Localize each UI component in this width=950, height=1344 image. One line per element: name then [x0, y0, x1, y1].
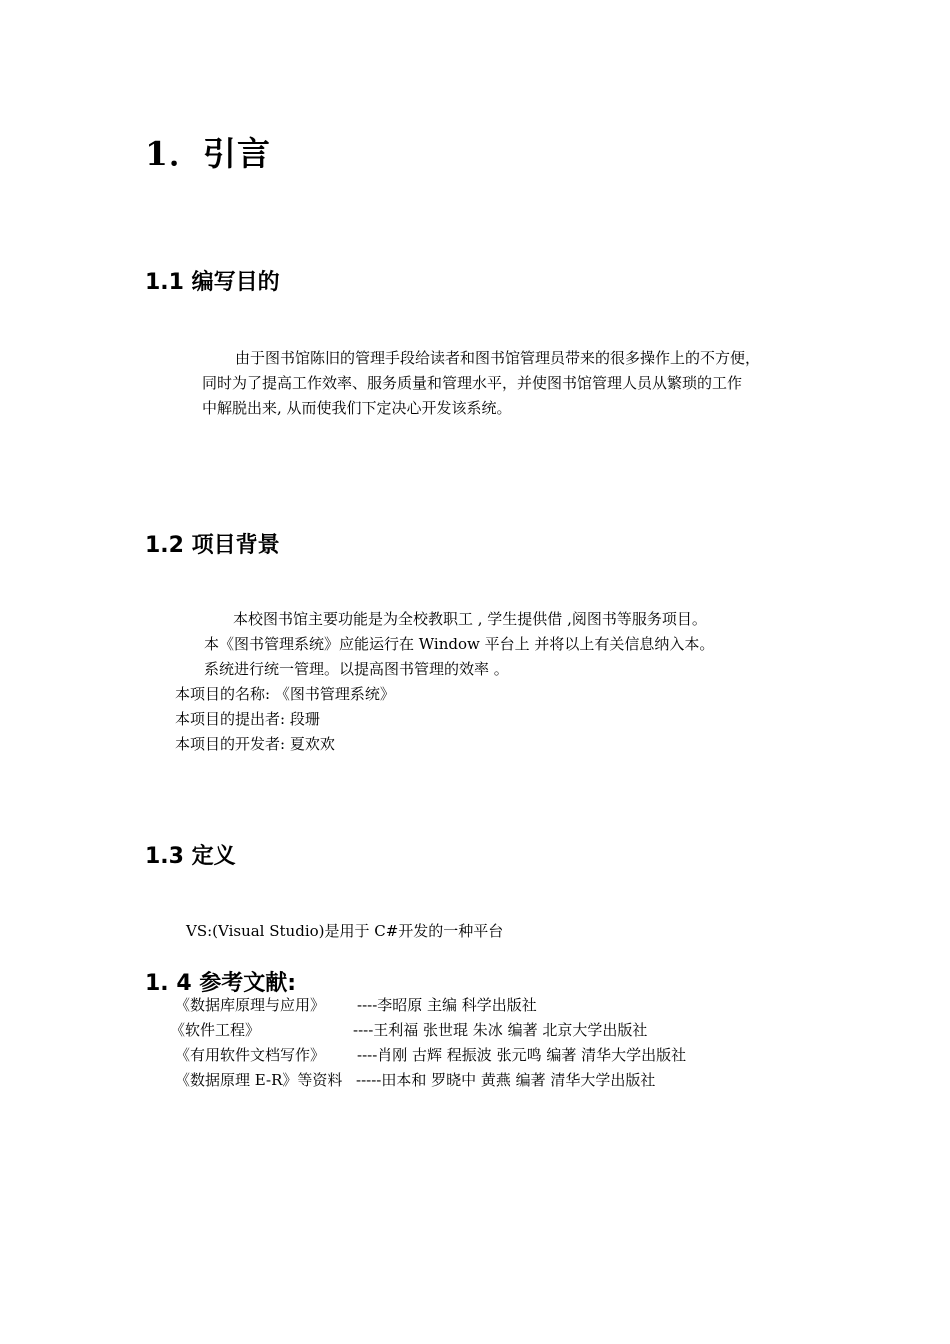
- purpose-line-1: 由于图书馆陈旧的管理手段给读者和图书馆管理员带来的很多操作上的不方便，: [235, 349, 761, 367]
- background-line-2: 本《图书管理系统》应能运行在 Window 平台上 并将以上有关信息纳入本。: [204, 635, 715, 653]
- purpose-line-3: 中解脱出来, 从而使我们下定决心开发该系统。: [202, 399, 512, 417]
- section-heading-background: 1.2 项目背景: [145, 533, 280, 558]
- purpose-line-2: 同时为了提高工作效率、服务质量和管理水平，并使图书馆管理人员从繁琐的工作: [202, 374, 743, 392]
- reference-info: ----李昭原 主编 科学出版社: [357, 996, 537, 1014]
- background-line-1: 本校图书馆主要功能是为全校教职工 , 学生提供借 ,阅图书等服务项目。: [233, 610, 707, 628]
- project-name: 本项目的名称: 《图书管理系统》: [175, 685, 395, 703]
- reference-info: ----肖刚 古辉 程振波 张元鸣 编著 清华大学出版社: [357, 1046, 687, 1064]
- background-line-3: 系统进行统一管理。以提高图书管理的效率 。: [204, 660, 509, 678]
- reference-title: 《数据原理 E-R》等资料: [175, 1071, 343, 1089]
- section-heading-purpose: 1.1 编写目的: [145, 270, 280, 295]
- reference-info: ----王利福 张世琨 朱冰 编著 北京大学出版社: [353, 1021, 648, 1039]
- chapter-title: 1．引言: [145, 134, 271, 173]
- section-heading-definition: 1.3 定义: [145, 844, 236, 869]
- section-heading-references: 1. 4 参考文献:: [145, 971, 297, 996]
- reference-title: 《软件工程》: [170, 1021, 261, 1039]
- project-developer: 本项目的开发者: 夏欢欢: [175, 735, 335, 753]
- reference-title: 《有用软件文档写作》: [175, 1046, 326, 1064]
- definition-line: VS:(Visual Studio)是用于 C#开发的一种平台: [186, 922, 504, 940]
- project-proposer: 本项目的提出者: 段珊: [175, 710, 320, 728]
- reference-title: 《数据库原理与应用》: [175, 996, 326, 1014]
- reference-info: -----田本和 罗晓中 黄燕 编著 清华大学出版社: [356, 1071, 656, 1089]
